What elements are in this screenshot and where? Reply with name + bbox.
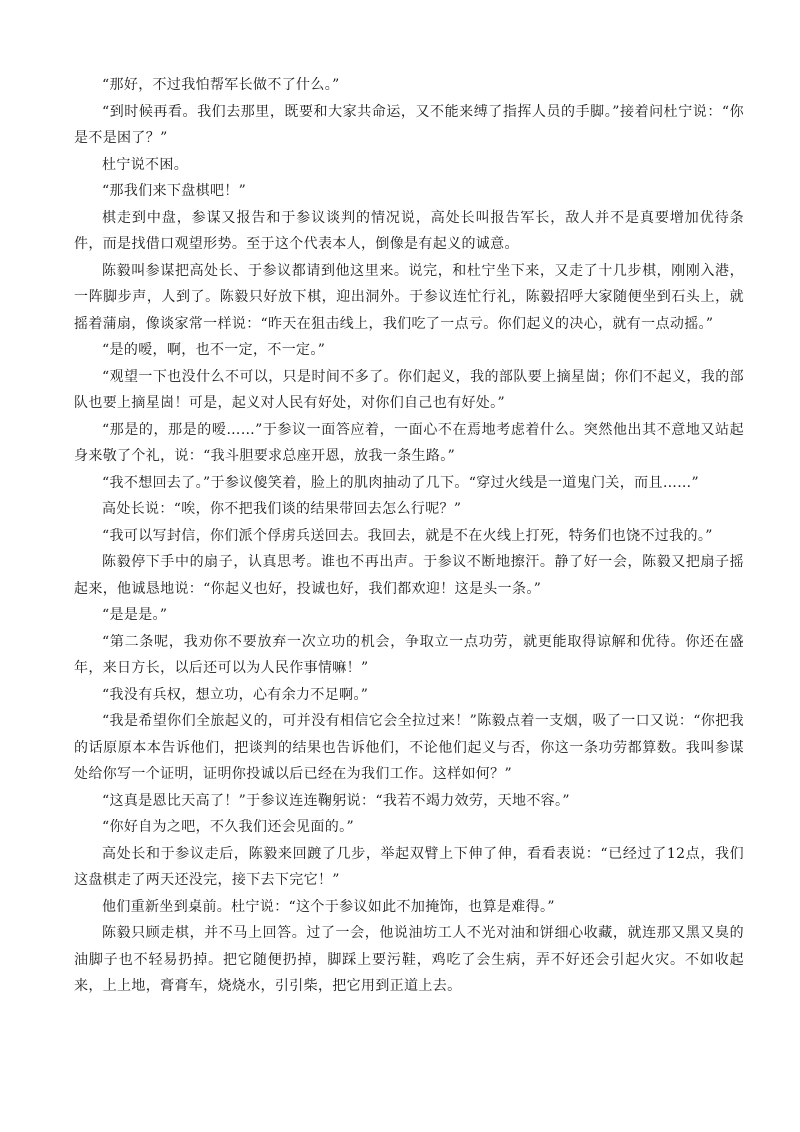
paragraph: 高处长和于参议走后，陈毅来回踱了几步，举起双臂上下伸了伸，看看表说：“已经过了12点，我们这盘棋走了两天还没完，接下去下完它！”	[74, 845, 744, 888]
paragraph: “我没有兵权，想立功，心有余力不足啊。”	[102, 686, 369, 703]
paragraph: “你好自为之吧，不久我们还会见面的。”	[102, 819, 354, 835]
paragraph: 陈毅叫参谋把高处长、于参议都请到他这里来。说完，和杜宁坐下来，又走了十几步棋，刚刚入港，一阵脚步声，人到了。陈毅只好放下棋，迎出洞外。于参议连忙行礼，陈毅招呼大家随便坐到石头上，就摇着蒲扇，像谈家常一样说：“昨天在狙击线上，我们吃了一点亏。你们起义的决心，就有一点动摇。”	[74, 262, 744, 332]
paragraph: 杜宁说不困。	[102, 156, 189, 173]
paragraph: “第二条呢，我劝你不要放弃一次立功的机会，争取立一点功劳，就更能取得谅解和优待。你还在盛年，来日方长，以后还可以为人民作事情嘛！”	[74, 633, 744, 676]
paragraph: “我不想回去了。”于参议傻笑着，脸上的肌肉抽动了几下。“穿过火线是一道鬼门关，而且……”	[102, 474, 700, 491]
paragraph: 陈毅只顾走棋，并不马上回答。过了一会，他说油坊工人不光对油和饼细心收藏，就连那又黑又臭的油脚子也不轻易扔掉。把它随便扔掉，脚踩上要污鞋，鸡吃了会生病，弄不好还会引起火灾。不如收起来，上上地，膏膏车，烧烧水，引引柴，把它用到正道上去。	[74, 925, 744, 994]
paragraph: 他们重新坐到桌前。杜宁说：“这个于参议如此不加掩饰，也算是难得。”	[102, 898, 555, 915]
paragraph: “是的嗳，啊，也不一定，不一定。”	[102, 342, 326, 358]
paragraph: “观望一下也没什么不可以，只是时间不多了。你们起义，我的部队要上摘星崮；你们不起义，我的部队也要上摘星崮！可是，起义对人民有好处，对你们自己也有好处。”	[74, 368, 744, 411]
paragraph: “那我们来下盘棋吧！”	[102, 183, 247, 199]
paragraph: “这真是恩比天高了！”于参议连连鞠躬说：“我若不竭力效劳，天地不容。”	[102, 792, 570, 809]
paragraph: “那好，不过我怕帮军长做不了什么。”	[102, 77, 340, 93]
paragraph: “到时候再看。我们去那里，既要和大家共命运，又不能来缚了指挥人员的手脚。”接着问杜宁说：“你是不是困了？”	[74, 103, 744, 146]
paragraph: “是是是。”	[102, 607, 168, 623]
paragraph: “我是希望你们全旅起义的，可并没有相信它会全拉过来！”陈毅点着一支烟，吸了一口又说：“你把我的话原原本本告诉他们，把谈判的结果也告诉他们，不论他们起义与否，你这一条功劳都算数。我叫参谋处给你写一个证明，证明你投诚以后已经在为我们工作。这样如何？”	[74, 713, 744, 782]
paragraph: 陈毅停下手中的扇子，认真思考。谁也不再出声。于参议不断地擦汗。静了好一会，陈毅又把扇子摇起来，他诚恳地说：“你起义也好，投诚也好，我们都欢迎！这是头一条。”	[74, 554, 744, 597]
paragraph: 高处长说：“唉，你不把我们谈的结果带回去怎么行呢？”	[102, 501, 462, 517]
paragraph: “那是的，那是的嗳……”于参议一面答应着，一面心不在焉地考虑着什么。突然他出其不意地又站起身来敬了个礼，说：“我斗胆要求总座开恩，放我一条生路。”	[74, 421, 744, 464]
paragraph: 棋走到中盘，参谋又报告和于参议谈判的情况说，高处长叫报告军长，敌人并不是真要增加优待条件，而是找借口观望形势。至于这个代表本人，倒像是有起义的诚意。	[74, 209, 744, 252]
paragraph: “我可以写封信，你们派个俘虏兵送回去。我回去，就是不在火线上打死，特务们也饶不过我的。”	[102, 527, 713, 544]
